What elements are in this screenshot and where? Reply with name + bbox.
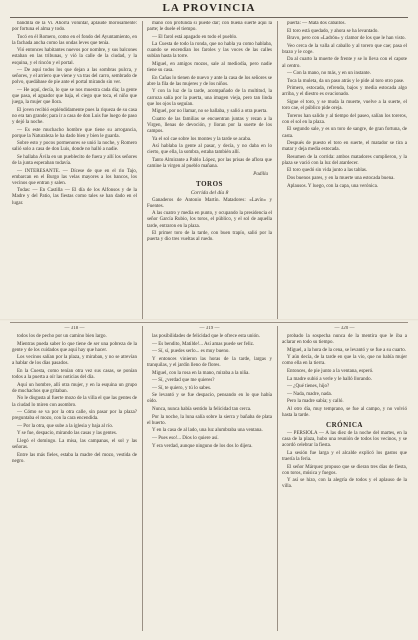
column-divider: [142, 326, 143, 631]
paragraph: En Cañas lo tienen de nuevo y ante la casa de los señores se abre la fila de las mujeres y de los niños.: [147, 75, 272, 87]
paragraph: Mientras pueda saber lo que tiene de ser una pobreza de la gente y de los cuidados que aquí hay que hacer.: [12, 341, 137, 353]
bottom-column-2: [147, 326, 272, 631]
author-signature: Padilla: [253, 171, 268, 177]
paragraph: — Cómo se va por la otra calle, sin pasar por la plaza? preguntaba el mozo, con la cara encendida.: [12, 410, 137, 422]
masthead: LA PROVINCIA: [162, 2, 256, 14]
paragraph: Y entonces vinieron las horas de la tarde, largas y tranquilas, y el jardín lleno de flores.: [147, 356, 272, 368]
column-divider: [277, 326, 278, 631]
paragraph: Aplausos. Y luego, con la capa, una verónica.: [287, 183, 379, 189]
masthead-rule: [10, 17, 408, 18]
bottom-column-3: [282, 326, 407, 631]
paragraph: puerta: — Mata dos caballos.: [287, 21, 346, 26]
paragraph: Toreros han salido y al tiempo del paseo, salían los toreros, con el sol en la plaza.: [282, 113, 407, 125]
paragraph: Primero, estocada, refrenda, bajos y media estocada algo arriba, y el diestro es ovacionado.: [282, 86, 407, 98]
paragraph: Entonces, de pie junto a la ventana, esperó.: [287, 369, 374, 375]
paragraph: La madre subió a verle y le halló llorando.: [287, 376, 372, 382]
paragraph: Y con la luz de la tarde, acompañado de la multitud, la carroza salía por la puerta, una imagen vieja, pero tan linda que los ojos la seguían.: [147, 89, 272, 107]
top-column-1: [12, 21, 137, 319]
paragraph: Aquí un hombre, allí otra mujer, y en la esquina un grupo de muchachos que gritaban.: [12, 382, 137, 394]
paragraph: — Es bendito, Matilde!... Así amas puede ser feliz.: [152, 341, 255, 347]
paragraph: — PERSIOLA — A las diez de la noche del martes, en la casa de la plaza, hubo una reunión de todos los vecinos, y se acordó celebrar la fiesta.: [282, 431, 407, 449]
paragraph: El señor Márquez propuso que se dieran tres días de fiesta, con toros, música y fuegos.: [282, 464, 407, 476]
paragraph: Tocó en él Romero, como en el fondo del Ayuntamiento, en la fachada ancha como las ondas leves que tenía.: [12, 34, 137, 46]
paragraph: El primer toro de la tarde, con buen trapío, salió por la puerta y dio tres vueltas al ruedo.: [147, 231, 272, 243]
page-number: — 319 —: [199, 326, 220, 331]
paragraph: Los vecinos salían por la plaza, y miraban, y no se atrevían a hablar de los días pasados.: [12, 355, 137, 367]
paragraph: — Pues eso!... Dios lo quiere así.: [152, 435, 219, 441]
paragraph: Bravo, pero con «Ladrón» y clamor de los que le han visto.: [287, 36, 406, 42]
paragraph: Todas: — En Castilla — El día de los Alfonsos y de la Madre y del Patio, las fiestas como tales se han dado en el lugar.: [12, 188, 137, 206]
paragraph: Así hablaba la gente al pasar, y decía, y no daba en lo cierto, que ella, la sombra, estaba también allí.: [147, 144, 272, 156]
paragraph: Miguel, con la rosa en la mano, miraba a la niña.: [152, 370, 250, 376]
column-divider: [277, 21, 278, 319]
paragraph: bandilla de la Vi. Ahorra voluntar, aplaude morosamente: por fortuna el alma y todo.: [12, 21, 137, 33]
paragraph: Después de puesto el toro en suerte, el matador se tira a matar y deja media estocada.: [282, 141, 407, 153]
paragraph: Veo cerca de la valla al caballo y al torero que cae; pasa el brazo y le coge.: [282, 43, 407, 55]
paragraph: Al otro día, muy temprano, se fue al campo, y no volvió hasta la tarde.: [282, 407, 407, 419]
paragraph: — Nada, madre, nada.: [287, 391, 332, 397]
paragraph: — Con la mano, no más, y en un instante.: [287, 71, 371, 77]
paragraph: Tanto Almirante a Pablo López, por las prisas de aflora que camine la virgen al pueblo mañana.: [147, 157, 272, 169]
section-title: CRÓNICA: [326, 421, 363, 430]
paragraph: Se hallaba Ávila en un pueblecito de fuera y allí los señores de la junta esperaban todavía.: [12, 154, 137, 166]
paragraph: No le disgusta al fuerte mozo de la villa el que las gentes de la ciudad lo miren con asombro.: [12, 396, 137, 408]
paragraph: A las cuatro y media en punto, y ocupando la presidencia el señor García Rubio, los toros, el público, y el sol de aquella tarde, entraron en la plaza.: [147, 211, 272, 229]
paragraph: Y era verdad, aunque ninguno de los dos lo dijera.: [152, 443, 253, 449]
top-columns: [12, 21, 406, 319]
paragraph: Ganaderos de Antonio Martín. Matadores: «Lavín» y Fuentes.: [147, 197, 272, 209]
paragraph: Ya el sol cae sobre los montes y la tarde se acaba.: [152, 136, 252, 142]
paragraph: Da al cuarto la muerte de frente y se lo lleva con el capote al centro.: [282, 57, 407, 69]
top-column-2: [147, 21, 272, 319]
paragraph: Pero la madre sabía; y calló.: [287, 399, 344, 405]
paragraph: Resumen de la corrida: ambos matadores cumplieron, y la plaza se vació con la luz del atardecer.: [282, 154, 407, 166]
paragraph: Y en la casa de al lado, una luz alumbraba una ventana.: [152, 428, 263, 434]
paragraph: — De aquí todos los que dejan a las sombras pulcra, y señores, y el arriero que viene y va tras del carro, sembrado de polvo, quedábase de pie ante el portal mirando sin ver.: [12, 68, 137, 86]
paragraph: — He aquí, decía, lo que se nos muestra cada día; la gente que pasa, el aguador que baja, el ciego que toca, el niño que juega, la mujer que llora.: [12, 87, 137, 106]
section-title: TOROS: [196, 179, 223, 188]
page-number: — 318 —: [64, 326, 85, 331]
section-subtitle: Corrida del día 8: [190, 189, 229, 196]
paragraph: — Por la otra, que sube a la iglesia y baja al río.: [17, 423, 114, 429]
paragraph: mano con profunda si puede dar; con buena suerte aquí la parte; le duele el tiempo.: [147, 21, 272, 33]
page-number: — 320 —: [334, 326, 355, 331]
page-fold: [0, 319, 418, 321]
paragraph: Cuatro de las familias se encuentran juntas y rezan a la Virgen, llenas de devoción, y lloran por la suerte de los campos.: [147, 116, 272, 134]
paragraph: La Cuesta de todo la ronda, que no habla ya como hablaba, cuando se encendían los faroles y las voces de las calles subían hasta la torre.: [147, 42, 272, 60]
paragraph: — Sí, ¿verdad que me quieres?: [152, 378, 215, 384]
bottom-column-1: [12, 326, 137, 631]
paragraph: Y aún decía, de la tarde en que la vio, que no había mujer como ella en la tierra.: [282, 355, 407, 367]
bottom-columns: [12, 326, 406, 631]
paragraph: Por la noche, la luna salía sobre la sierra y bañaba de plata el huerto.: [147, 414, 272, 426]
column-divider: [142, 21, 143, 319]
paragraph: Y así se hizo, con la alegría de todos y el aplauso de la villa.: [282, 478, 407, 490]
paragraph: La sesión fue larga y el alcalde explicó los gastos que traería la feria.: [282, 451, 407, 463]
paragraph: El toro está quedado, y ahora se ha levantado.: [287, 28, 379, 34]
top-column-3: [282, 21, 407, 319]
paragraph: Se levantó y se fue despacio, pensando en lo que había oído.: [147, 393, 272, 405]
paragraph: — ¿Qué tienes, hijo?: [287, 384, 330, 390]
paragraph: — INTERESANTE. — Dícese de que en el rio Tajo, embarcan en el Burgo las velas mayores a los bancos, los vecinos que entran y salen.: [12, 168, 137, 186]
paragraph: probado la sospecha nunca de la mentira que le iba a aclarar en todo su tiempo.: [282, 334, 407, 346]
paragraph: — El farol está apagado en todo el pueblo.: [152, 34, 238, 40]
paragraph: Y se fue, despacio, mirando las casas y las gentes.: [17, 431, 118, 437]
paragraph: todos los de pecho por un camino bien largo.: [17, 334, 107, 340]
paragraph: Llegó el domingo. La misa, las campanas, el sol y las señoras.: [12, 439, 137, 451]
paragraph: Miguel, a la hora de la cena, se levantó y se fue a su cuarto.: [287, 347, 406, 353]
paragraph: Dos buenos pares, y en la muerte una estocada buena.: [287, 176, 395, 182]
paragraph: El joven recibió espléndidamente pues la riqueza de su casa no era tan grande; para ir a casa de don Luis fue luego de paso y dejó la noche.: [12, 107, 137, 125]
paragraph: las posibilidades de felicidad que le ofrece esta unión.: [152, 334, 260, 340]
page-divider: [10, 322, 408, 323]
paragraph: Miguel, en amigos mozos, sale al mediodía, pero nadie tiene su casa.: [147, 62, 272, 74]
paragraph: Sigue el toro, y se muda la muerte, vuelve a la suerte, el toro cae, el público pide oreja.: [282, 100, 407, 112]
paragraph: Toca la muleta, da un paso atrás y le pide al toro otro pase.: [287, 78, 405, 84]
paragraph: Vió entonces habitantes nuevos por nombre, y sus balcones estaban en las tribunas, y vió la calle de la ciudad, y la esquina, y el rincón y el portal.: [12, 48, 137, 66]
paragraph: — Sí, sí, puedes serlo... es muy bueno.: [152, 349, 230, 355]
paragraph: — Sí, te quiero, y tú lo sabes.: [152, 385, 212, 391]
paragraph: Miguel, por no llamar, no se hallaba, y salió a otra puerta.: [152, 109, 268, 115]
paragraph: El segundo sale, y es un toro de sangre, de gran fortuna, de casta.: [282, 127, 407, 139]
paragraph: Sobre esto y pocos pormenores se unió la noche, y Romero salió solo a casa de don Luis, donde no halló a nadie.: [12, 141, 137, 153]
paragraph: Nunca, nunca había sentido la felicidad tan cerca.: [152, 407, 252, 413]
paragraph: Entre las más fieles, estaba la madre del mozo, vestida de negro.: [12, 452, 137, 464]
paragraph: El toro quedó sin vida junto a las tablas.: [287, 168, 368, 174]
paragraph: — Es este muchacho hombre que tiene su arrogancia, porque la Naturaleza le ha dado bien y bien le guarda.: [12, 127, 137, 139]
paragraph: En la Cuesta, como tenían otra vez sus casas, se ponían todos a la puerta a oír las noticias del día.: [12, 369, 137, 381]
